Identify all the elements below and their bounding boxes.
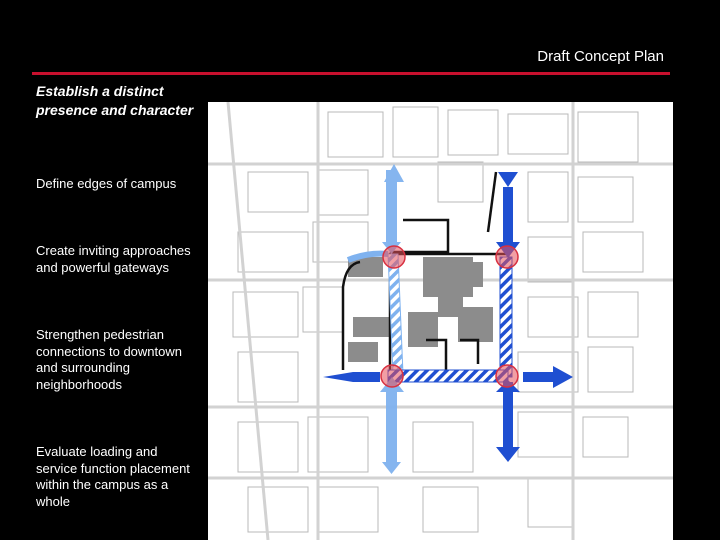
point-gateways: Create inviting approaches and powerful gateways [36,243,191,275]
campus-map [208,102,673,540]
point-loading: Evaluate loading and service function placement within the campus as a whole [36,444,190,509]
map-figure [208,102,673,540]
city-streets [208,102,673,540]
point-pedestrian: Strengthen pedestrian connections to downtown and surrounding neighborhoods [36,327,182,392]
title-rule [32,72,670,75]
sidebar-heading: Establish a distinct presence and character [36,83,194,118]
point-define-edges: Define edges of campus [36,176,177,191]
slide-title: Draft Concept Plan [537,48,664,65]
sidebar [36,82,196,509]
campus-buildings [348,257,493,362]
